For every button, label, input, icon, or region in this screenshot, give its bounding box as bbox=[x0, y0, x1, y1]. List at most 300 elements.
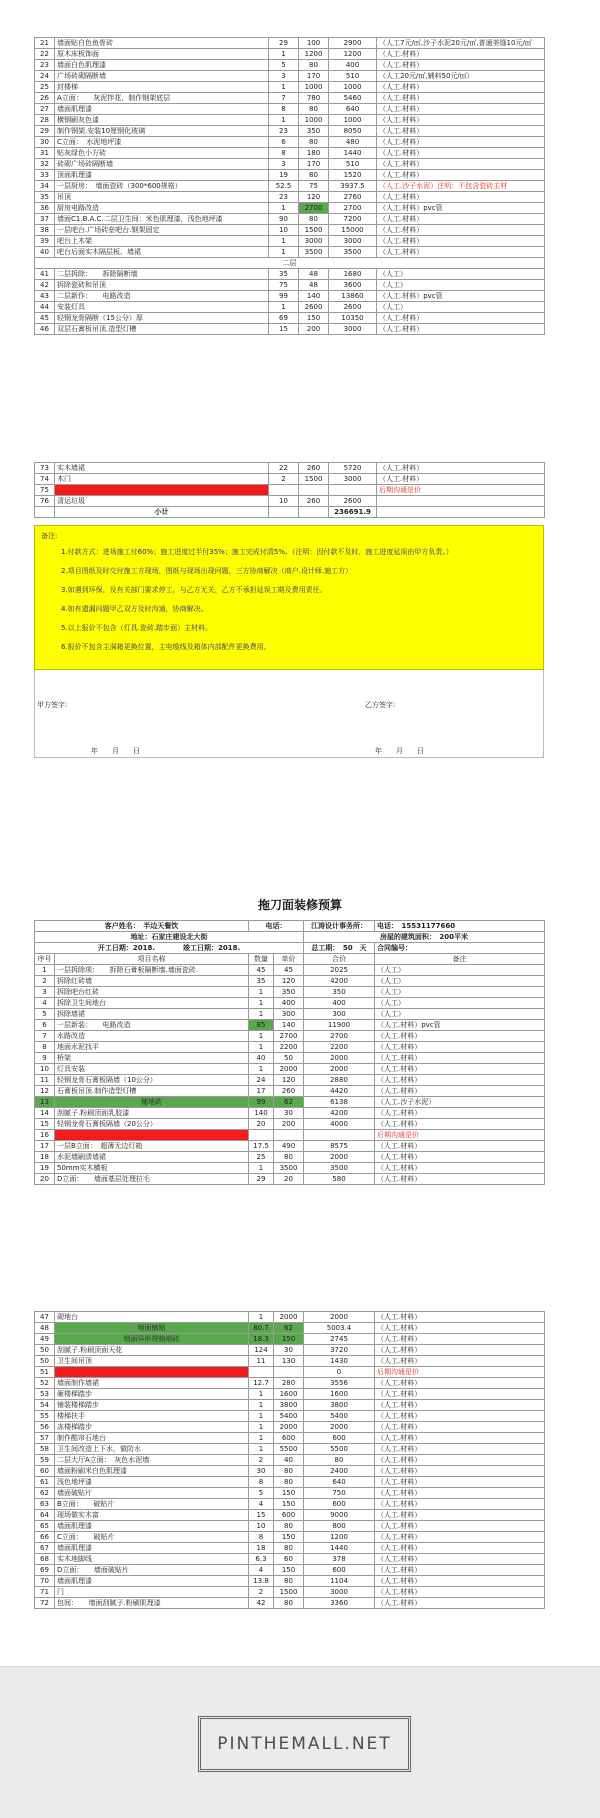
table-row bbox=[35, 1598, 545, 1609]
unit-price-cell: 150 bbox=[299, 313, 329, 324]
unit-price-cell: 45 bbox=[274, 965, 304, 976]
remarks-cell: （人工.材料） bbox=[377, 115, 545, 126]
total-cell: 13860 bbox=[329, 291, 377, 302]
unit-price-cell bbox=[274, 1130, 304, 1141]
quantity-cell: 1 bbox=[249, 1163, 274, 1174]
row-number-cell: 8 bbox=[35, 1042, 55, 1053]
remarks-cell: （人工.材料） bbox=[375, 1075, 545, 1086]
remarks-cell: （人工.材料） bbox=[375, 1042, 545, 1053]
item-name-cell: 墙面肌理漆 bbox=[55, 1521, 249, 1532]
unit-price-cell: 3800 bbox=[274, 1400, 304, 1411]
total-cell: 10350 bbox=[329, 313, 377, 324]
quantity-cell: 12.7 bbox=[249, 1378, 274, 1389]
unit-price-cell: 80 bbox=[274, 1576, 304, 1587]
item-name-cell: 贴灰绿色小方砖 bbox=[55, 148, 269, 159]
remarks-cell: （人工.材料） bbox=[375, 1510, 545, 1521]
item-name-cell: 轻钢龙骨石膏板隔墙（10公分） bbox=[55, 1075, 249, 1086]
table-row bbox=[35, 1532, 545, 1543]
table-row bbox=[35, 943, 545, 954]
unit-price-cell: 120 bbox=[274, 976, 304, 987]
table-row bbox=[35, 1499, 545, 1510]
total-cell: 750 bbox=[304, 1488, 375, 1499]
quantity-cell: 1 bbox=[269, 82, 299, 93]
total-cell: 300 bbox=[304, 1009, 375, 1020]
row-number-cell: 二层 bbox=[35, 258, 545, 269]
quantity-cell: 29 bbox=[269, 38, 299, 49]
rows-b bbox=[35, 463, 545, 518]
table-row bbox=[35, 1345, 545, 1356]
unit-price-cell: 1500 bbox=[299, 225, 329, 236]
row-number-cell: 7 bbox=[35, 1031, 55, 1042]
total-cell: 3500 bbox=[329, 247, 377, 258]
quantity-cell: 23 bbox=[269, 126, 299, 137]
item-name-cell: A立面： 灰泥拌花，制作钢架底层 bbox=[55, 93, 269, 104]
total-cell: 3000 bbox=[329, 474, 377, 485]
item-name-cell: 墙面肌理漆 bbox=[55, 1543, 249, 1554]
quantity-cell: 5 bbox=[269, 60, 299, 71]
quantity-cell: 6.3 bbox=[249, 1554, 274, 1565]
row-number-cell: 10 bbox=[35, 1064, 55, 1075]
item-name-cell: 石膏板吊顶.制作造型灯槽 bbox=[55, 1086, 249, 1097]
item-name-cell: 墙面拆除复原后拆 bbox=[55, 1130, 249, 1141]
remarks-cell: （人工.材料） bbox=[377, 225, 545, 236]
table-row bbox=[35, 324, 545, 335]
item-name-cell: 制作钢架.安装10厘钢化玻璃 bbox=[55, 126, 269, 137]
row-number-cell: 3 bbox=[35, 987, 55, 998]
item-name-cell: 木门 bbox=[55, 474, 269, 485]
quantity-cell: 电话： bbox=[249, 921, 304, 932]
total-cell: 2760 bbox=[329, 192, 377, 203]
row-number-cell: 20 bbox=[35, 1174, 55, 1185]
item-name-cell: 水路改造 bbox=[55, 1031, 249, 1042]
remarks-cell: （人工.材料） bbox=[375, 1477, 545, 1488]
unit-price-cell: 2700 bbox=[274, 1031, 304, 1042]
total-cell: 510 bbox=[329, 159, 377, 170]
quantity-cell: 1 bbox=[269, 302, 299, 313]
remarks-cell: （人工.沙子水泥） bbox=[375, 1097, 545, 1108]
party-a-date: 年 月 日 bbox=[91, 747, 140, 755]
remarks-cell: 合同编号： bbox=[375, 943, 545, 954]
total-cell: 2025 bbox=[304, 965, 375, 976]
row-number-cell: 39 bbox=[35, 236, 55, 247]
remarks-cell: （人工.材料） bbox=[377, 324, 545, 335]
table-row bbox=[35, 192, 545, 203]
unit-price-cell: 140 bbox=[299, 291, 329, 302]
budget-table-part-4 bbox=[34, 1311, 545, 1609]
unit-price-cell: 600 bbox=[274, 1433, 304, 1444]
total-cell: 350 bbox=[304, 987, 375, 998]
unit-price-cell: 5400 bbox=[274, 1411, 304, 1422]
table-row bbox=[35, 1411, 545, 1422]
row-number-cell: 63 bbox=[35, 1499, 55, 1510]
table-row bbox=[35, 507, 545, 518]
table-row bbox=[35, 258, 545, 269]
pinthemall-logo[interactable] bbox=[198, 1716, 411, 1772]
table-row bbox=[35, 1042, 545, 1053]
quantity-cell: 8 bbox=[249, 1532, 274, 1543]
item-name-cell: 实木墙裙 bbox=[55, 463, 269, 474]
total-cell: 2000 bbox=[304, 1064, 375, 1075]
row-number-cell: 开工日期：2018. 竣工日期：2018. bbox=[35, 943, 304, 954]
remarks-cell: （人工） bbox=[375, 965, 545, 976]
unit-price-cell: 2200 bbox=[274, 1042, 304, 1053]
budget-table-part-2 bbox=[34, 462, 545, 518]
row-number-cell: 52 bbox=[35, 1378, 55, 1389]
table-row bbox=[35, 104, 545, 115]
row-number-cell: 11 bbox=[35, 1075, 55, 1086]
item-name-cell: D立面： 墙面基层处理拉毛 bbox=[55, 1174, 249, 1185]
item-name-cell: 50mm实木横板 bbox=[55, 1163, 249, 1174]
quantity-cell: 2 bbox=[249, 1587, 274, 1598]
row-number-cell: 15 bbox=[35, 1119, 55, 1130]
remarks-cell: （人工.材料） bbox=[375, 1499, 545, 1510]
row-number-cell: 49 bbox=[35, 1334, 55, 1345]
quantity-cell: 1 bbox=[269, 49, 299, 60]
item-name-cell: 墙面白色肌理漆 bbox=[55, 60, 269, 71]
total-cell: 5500 bbox=[304, 1444, 375, 1455]
table-row bbox=[35, 1554, 545, 1565]
unit-price-cell bbox=[299, 507, 329, 518]
total-cell: 2745 bbox=[304, 1334, 375, 1345]
item-name-cell: 二层大厅A立面： 灰色水泥墙 bbox=[55, 1455, 249, 1466]
remarks-cell: （人工） bbox=[377, 269, 545, 280]
item-name-cell: 砸楼梯踏步 bbox=[55, 1389, 249, 1400]
quantity-cell: 3 bbox=[269, 159, 299, 170]
remarks-cell: （人工.材料） bbox=[375, 1444, 545, 1455]
item-name-cell: 吊顶 bbox=[55, 192, 269, 203]
remarks-cell: （人工.材料） bbox=[375, 1031, 545, 1042]
item-name-cell: 广场砖砌隔断墙 bbox=[55, 71, 269, 82]
table-row bbox=[35, 1141, 545, 1152]
remark-item: 3.如遇到环保，及有关部门要求停工，与乙方无关，乙方不承担延误工期及费用责任。 bbox=[61, 586, 327, 594]
unit-price-cell: 1600 bbox=[274, 1389, 304, 1400]
quantity-cell: 25 bbox=[249, 1152, 274, 1163]
remarks-cell: （人工.材料） bbox=[375, 1543, 545, 1554]
quantity-cell: 1 bbox=[249, 1009, 274, 1020]
remarks-cell: （人工） bbox=[375, 987, 545, 998]
party-b-date: 年 月 日 bbox=[375, 747, 424, 755]
item-name-cell: 实木地脚线 bbox=[55, 1554, 249, 1565]
remarks-cell: （人工.材料） bbox=[375, 1422, 545, 1433]
unit-price-cell: 3500 bbox=[274, 1163, 304, 1174]
table-row bbox=[35, 148, 545, 159]
unit-price-cell: 120 bbox=[299, 192, 329, 203]
remarks-cell: （人工.材料） bbox=[377, 463, 545, 474]
remarks-cell: （人工.材料） bbox=[377, 137, 545, 148]
table-row bbox=[35, 181, 545, 192]
quantity-cell: 140 bbox=[249, 1108, 274, 1119]
quantity-cell: 2 bbox=[269, 474, 299, 485]
total-cell: 400 bbox=[329, 60, 377, 71]
total-cell: 378 bbox=[304, 1554, 375, 1565]
unit-price-cell: 80 bbox=[299, 170, 329, 181]
total-cell: 2700 bbox=[329, 203, 377, 214]
quantity-cell: 35 bbox=[269, 269, 299, 280]
table-row bbox=[35, 474, 545, 485]
item-name-cell: 地面铺贴 bbox=[55, 1323, 249, 1334]
quantity-cell: 45 bbox=[249, 965, 274, 976]
remarks-cell: （人工.材料） bbox=[375, 1163, 545, 1174]
total-cell: 15000 bbox=[329, 225, 377, 236]
remarks-cell: 后期沟通是价 bbox=[375, 1130, 545, 1141]
table-row bbox=[35, 280, 545, 291]
total-cell: 640 bbox=[329, 104, 377, 115]
item-name-cell: 一层厨房： 墙面瓷砖（300*600规格） bbox=[55, 181, 269, 192]
item-name-cell: 铺装楼梯踏步 bbox=[55, 1400, 249, 1411]
unit-price-cell: 3500 bbox=[299, 247, 329, 258]
total-cell: 2000 bbox=[304, 1312, 375, 1323]
item-name-cell: 冻楼梯踏步 bbox=[55, 1422, 249, 1433]
remarks-cell: （人工.材料） bbox=[375, 1521, 545, 1532]
quantity-cell: 29 bbox=[249, 1174, 274, 1185]
table-row bbox=[35, 82, 545, 93]
item-name-cell: 地面水泥找平 bbox=[55, 1042, 249, 1053]
unit-price-cell: 280 bbox=[274, 1378, 304, 1389]
total-cell: 600 bbox=[304, 1565, 375, 1576]
unit-price-cell: 200 bbox=[274, 1119, 304, 1130]
table-row bbox=[35, 1466, 545, 1477]
unit-price-cell: 150 bbox=[274, 1334, 304, 1345]
remarks-cell: （人工） bbox=[375, 1009, 545, 1020]
quantity-cell: 99 bbox=[269, 291, 299, 302]
total-cell: 总工期： 50 天 bbox=[304, 943, 375, 954]
unit-price-cell: 2000 bbox=[274, 1422, 304, 1433]
remarks-cell: （人工.材料） bbox=[377, 93, 545, 104]
row-number-cell: 31 bbox=[35, 148, 55, 159]
table-row bbox=[35, 302, 545, 313]
quantity-cell: 42 bbox=[249, 1598, 274, 1609]
quantity-cell: 10 bbox=[269, 225, 299, 236]
remarks-cell: （人工.材料） bbox=[377, 247, 545, 258]
item-name-cell: 二层新作： 电路改造 bbox=[55, 291, 269, 302]
quantity-cell: 35 bbox=[249, 976, 274, 987]
item-name-cell: 墙面贴白色鱼骨砖 bbox=[55, 38, 269, 49]
quantity-cell: 1 bbox=[249, 1422, 274, 1433]
item-name-cell: 墙面C1.B.A.C.二层卫生间：米色肌理漆，浅色地坪漆 bbox=[55, 214, 269, 225]
table-row bbox=[35, 1097, 545, 1108]
row-number-cell: 68 bbox=[35, 1554, 55, 1565]
total-cell: 2000 bbox=[304, 1152, 375, 1163]
quantity-cell: 2 bbox=[249, 1455, 274, 1466]
item-name-cell: 制作酷帘石地台 bbox=[55, 1433, 249, 1444]
row-number-cell: 1 bbox=[35, 965, 55, 976]
total-cell: 1440 bbox=[329, 148, 377, 159]
quantity-cell: 4 bbox=[249, 1565, 274, 1576]
total-cell: 2400 bbox=[304, 1466, 375, 1477]
item-name-cell: C立面： 破贴片 bbox=[55, 1532, 249, 1543]
table-row bbox=[35, 1565, 545, 1576]
row-number-cell: 5 bbox=[35, 1009, 55, 1020]
table-row bbox=[35, 1389, 545, 1400]
total-cell: 2880 bbox=[304, 1075, 375, 1086]
item-name-cell: 浅色地坪漆 bbox=[55, 1477, 249, 1488]
quantity-cell: 1 bbox=[269, 115, 299, 126]
table-row bbox=[35, 1174, 545, 1185]
remarks-cell: （人工.材料） bbox=[375, 1598, 545, 1609]
row-number-cell: 51 bbox=[35, 1367, 55, 1378]
table-row bbox=[35, 203, 545, 214]
remarks-cell: （人工.材料） bbox=[377, 474, 545, 485]
quantity-cell: 52.5 bbox=[269, 181, 299, 192]
row-number-cell: 70 bbox=[35, 1576, 55, 1587]
table-row bbox=[35, 1510, 545, 1521]
row-number-cell: 序号 bbox=[35, 954, 55, 965]
total-cell: 236691.9 bbox=[329, 507, 377, 518]
unit-price-cell: 80 bbox=[274, 1543, 304, 1554]
table-row bbox=[35, 1334, 545, 1345]
table-row bbox=[35, 998, 545, 1009]
total-cell: 2600 bbox=[329, 302, 377, 313]
total-cell: 1000 bbox=[329, 82, 377, 93]
item-name-cell: 墙面做隔离贴墙 bbox=[55, 1367, 249, 1378]
quantity-cell: 23 bbox=[269, 192, 299, 203]
remarks-cell: （人工.材料） bbox=[375, 1378, 545, 1389]
quantity-cell: 1 bbox=[269, 203, 299, 214]
item-name-cell: 卫生间吊顶 bbox=[55, 1356, 249, 1367]
item-name-cell: 二层拆除： 拆除隔断墙 bbox=[55, 269, 269, 280]
remarks-cell: （人工20元/㎡,辅料50元/㎡） bbox=[377, 71, 545, 82]
remarks-cell: （人工.材料） bbox=[375, 1064, 545, 1075]
remark-item: 6.报价不包含主洞箱更换位置，主电缆线及箱体内部配件更换费用。 bbox=[61, 643, 271, 651]
item-name-cell: 砌地台 bbox=[55, 1312, 249, 1323]
item-name-cell: 轻钢龙骨石膏板隔墙（20公分） bbox=[55, 1119, 249, 1130]
item-name-cell: 墙面破贴片 bbox=[55, 1488, 249, 1499]
item-name-cell: 项目名称 bbox=[55, 954, 249, 965]
unit-price-cell: 80 bbox=[274, 1598, 304, 1609]
table-row bbox=[35, 1064, 545, 1075]
unit-price-cell: 1000 bbox=[299, 115, 329, 126]
total-cell: 3360 bbox=[304, 1598, 375, 1609]
quantity-cell bbox=[269, 507, 299, 518]
remarks-cell bbox=[377, 507, 545, 518]
remarks-cell: （人工.材料） bbox=[375, 1565, 545, 1576]
row-number-cell: 19 bbox=[35, 1163, 55, 1174]
quantity-cell: 5 bbox=[249, 1488, 274, 1499]
total-cell: 5720 bbox=[329, 463, 377, 474]
total-cell: 1430 bbox=[304, 1356, 375, 1367]
row-number-cell: 65 bbox=[35, 1521, 55, 1532]
item-name-cell: 安装灯具 bbox=[55, 302, 269, 313]
row-number-cell: 38 bbox=[35, 225, 55, 236]
quantity-cell: 1 bbox=[249, 1042, 274, 1053]
remarks-cell: （人工） bbox=[375, 976, 545, 987]
signature-area bbox=[34, 670, 544, 758]
row-number-cell: 45 bbox=[35, 313, 55, 324]
quantity-cell: 1 bbox=[269, 236, 299, 247]
unit-price-cell: 单价 bbox=[274, 954, 304, 965]
total-cell bbox=[304, 1130, 375, 1141]
item-name-cell: 拆除墙裙 bbox=[55, 1009, 249, 1020]
unit-price-cell: 80 bbox=[274, 1477, 304, 1488]
item-name-cell: 灯具安装 bbox=[55, 1064, 249, 1075]
remarks-cell: （人工.材料） bbox=[375, 1174, 545, 1185]
row-number-cell: 66 bbox=[35, 1532, 55, 1543]
remarks-cell: （人工.材料） bbox=[375, 1086, 545, 1097]
total-cell: 4420 bbox=[304, 1086, 375, 1097]
row-number-cell: 16 bbox=[35, 1130, 55, 1141]
row-number-cell: 44 bbox=[35, 302, 55, 313]
total-cell: 4200 bbox=[304, 1108, 375, 1119]
remarks-cell bbox=[377, 496, 545, 507]
remarks-cell: （人工.材料） bbox=[377, 313, 545, 324]
quantity-cell: 24 bbox=[249, 1075, 274, 1086]
total-cell: 2000 bbox=[304, 1422, 375, 1433]
quantity-cell: 20 bbox=[249, 1119, 274, 1130]
row-number-cell: 62 bbox=[35, 1488, 55, 1499]
unit-price-cell: 100 bbox=[299, 38, 329, 49]
table-row bbox=[35, 1075, 545, 1086]
quantity-cell: 8 bbox=[269, 148, 299, 159]
table-row bbox=[35, 38, 545, 49]
unit-price-cell: 2600 bbox=[299, 302, 329, 313]
item-name-cell: 轻钢龙骨隔断（15公分）厚 bbox=[55, 313, 269, 324]
table-row bbox=[35, 214, 545, 225]
unit-price-cell: 40 bbox=[274, 1455, 304, 1466]
remarks-cell: （人工.材料） bbox=[375, 1345, 545, 1356]
remarks-cell: （人工.材料） bbox=[377, 126, 545, 137]
row-number-cell: 60 bbox=[35, 1466, 55, 1477]
remarks-cell: 电话： 15531177660 bbox=[375, 921, 545, 932]
unit-price-cell: 400 bbox=[274, 998, 304, 1009]
remarks-cell: （人工.材料） bbox=[377, 214, 545, 225]
remarks-cell: （人工.材料） bbox=[377, 170, 545, 181]
total-cell: 480 bbox=[329, 137, 377, 148]
unit-price-cell: 1000 bbox=[299, 82, 329, 93]
quantity-cell: 数量 bbox=[249, 954, 274, 965]
table-row bbox=[35, 1108, 545, 1119]
row-number-cell: 33 bbox=[35, 170, 55, 181]
row-number-cell: 36 bbox=[35, 203, 55, 214]
quantity-cell: 1 bbox=[249, 1389, 274, 1400]
unit-price-cell: 170 bbox=[299, 159, 329, 170]
remarks-cell: （人工.材料） bbox=[375, 1312, 545, 1323]
remarks-cell: （人工.材料） bbox=[375, 1053, 545, 1064]
total-cell: 3000 bbox=[329, 324, 377, 335]
item-name-cell: 拆除瓷砖和吊顶 bbox=[55, 280, 269, 291]
quantity-cell: 1 bbox=[249, 1444, 274, 1455]
row-number-cell: 53 bbox=[35, 1389, 55, 1400]
total-cell: 11900 bbox=[304, 1020, 375, 1031]
unit-price-cell: 80 bbox=[274, 1521, 304, 1532]
total-cell: 5400 bbox=[304, 1411, 375, 1422]
table-row bbox=[35, 269, 545, 280]
unit-price-cell: 30 bbox=[274, 1345, 304, 1356]
remarks-cell: 备注 bbox=[375, 954, 545, 965]
unit-price-cell: 1500 bbox=[299, 474, 329, 485]
row-number-cell: 25 bbox=[35, 82, 55, 93]
table-row bbox=[35, 1521, 545, 1532]
total-cell: 3937.5 bbox=[329, 181, 377, 192]
unit-price-cell: 490 bbox=[274, 1141, 304, 1152]
unit-price-cell: 80 bbox=[299, 214, 329, 225]
item-name-cell: 清运垃圾 bbox=[55, 496, 269, 507]
row-number-cell: 21 bbox=[35, 38, 55, 49]
quantity-cell: 80.7 bbox=[249, 1323, 274, 1334]
item-name-cell: 现场做实木富 bbox=[55, 1510, 249, 1521]
quantity-cell: 124 bbox=[249, 1345, 274, 1356]
remark-item: 4.如有遗漏问题甲乙双方及时沟通，协商解决。 bbox=[61, 605, 208, 613]
table-row bbox=[35, 1488, 545, 1499]
row-number-cell: 58 bbox=[35, 1444, 55, 1455]
total-cell: 3000 bbox=[329, 236, 377, 247]
quantity-cell: 11 bbox=[249, 1356, 274, 1367]
total-cell: 3720 bbox=[304, 1345, 375, 1356]
table-row bbox=[35, 1576, 545, 1587]
table-row bbox=[35, 921, 545, 932]
unit-price-cell: 80 bbox=[299, 137, 329, 148]
item-name-cell: 刮腻子.粉刷顶面天花 bbox=[55, 1345, 249, 1356]
total-cell: 7200 bbox=[329, 214, 377, 225]
